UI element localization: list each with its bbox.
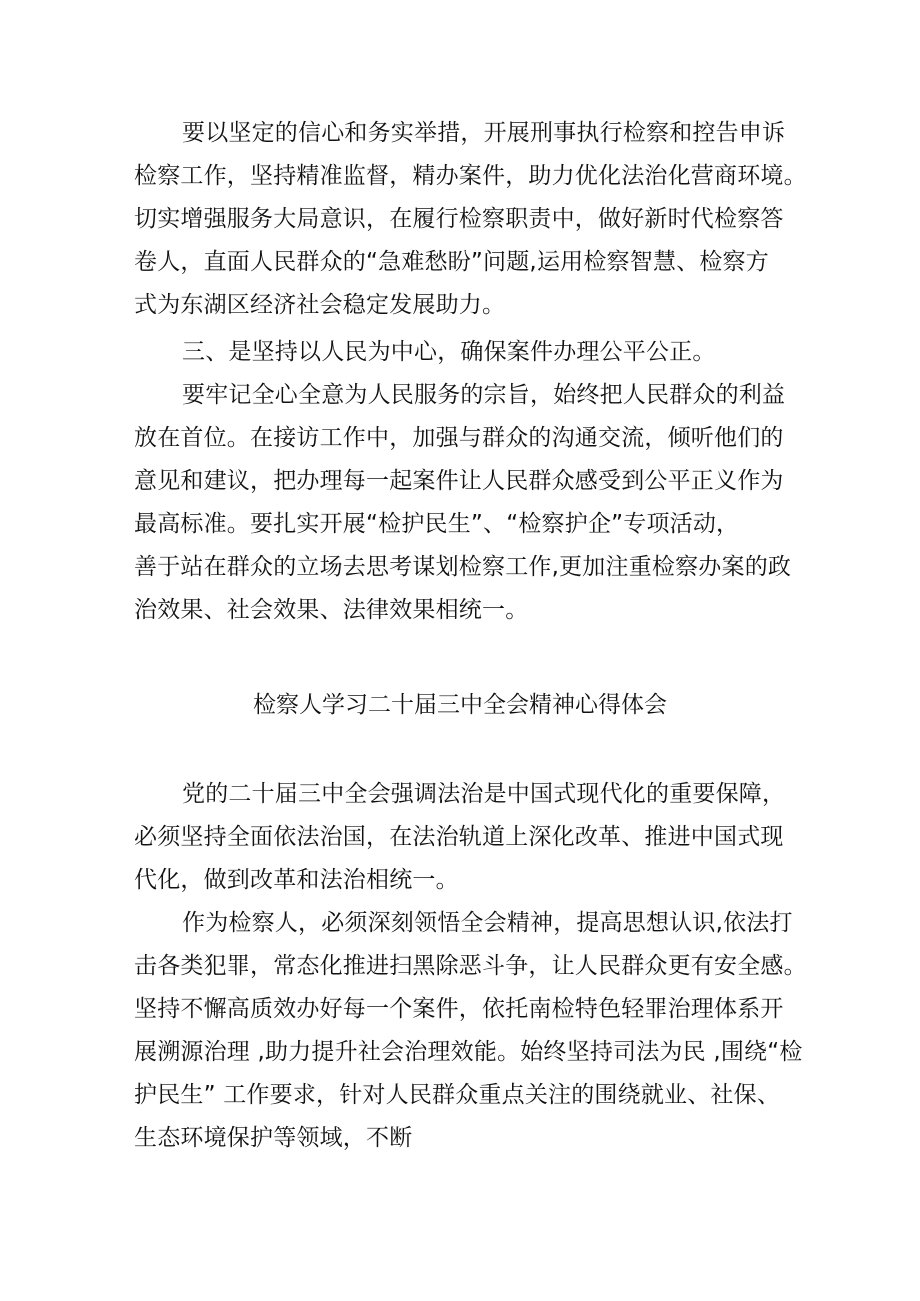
paragraph-line: 意见和建议，把办理每一起案件让人民群众感受到公平正义作为 xyxy=(134,468,784,494)
paragraph-line: 必须坚持全面依法治国，在法治轨道上深化改革、推进中国式现 xyxy=(134,824,784,850)
paragraph-line: 式为东湖区经济社会稳定发展助力。 xyxy=(134,292,506,318)
paragraph-line: 护民生” 工作要求，针对人民群众重点关注的围绕就业、社保、 xyxy=(134,1082,781,1108)
paragraph-line: 最高标准。要扎实开展“检护民生”、“检察护企”专项活动， xyxy=(134,511,740,537)
section-heading: 三、是坚持以人民为中心，确保案件办理公平公正。 xyxy=(182,339,716,365)
paragraph-line: 要牢记全心全意为人民服务的宗旨，始终把人民群众的利益 xyxy=(182,382,786,408)
section-heading-block xyxy=(134,331,794,374)
paragraph-2 xyxy=(134,374,794,632)
paragraph-line: 代化，做到改革和法治相统一。 xyxy=(134,867,459,893)
paragraph-line: 党的二十届三中全会强调法治是中国式现代化的重要保障， xyxy=(182,781,786,807)
document-title: 检察人学习二十届三中全会精神心得体会 xyxy=(253,692,667,718)
paragraph-3 xyxy=(134,773,794,902)
paragraph-line: 作为检察人，必须深刻领悟全会精神，提高思想认识,依法打 xyxy=(182,910,793,936)
paragraph-line: 检察工作，坚持精准监督，精办案件，助力优化法治化营商环境。 xyxy=(134,163,807,189)
paragraph-line: 放在首位。在接访工作中，加强与群众的沟通交流，倾听他们的 xyxy=(134,425,784,451)
paragraph-1 xyxy=(134,112,807,327)
paragraph-line: 要以坚定的信心和务实举措，开展刑事执行检察和控告申诉 xyxy=(182,120,786,146)
paragraph-4 xyxy=(134,902,807,1160)
paragraph-line: 生态环境保护等领域，不断 xyxy=(134,1125,413,1151)
paragraph-line: 切实增强服务大局意识，在履行检察职责中，做好新时代检察答 xyxy=(134,206,784,232)
paragraph-line: 展溯源治理 ,助力提升社会治理效能。始终坚持司法为民 ,围绕“检 xyxy=(134,1039,803,1065)
paragraph-line: 击各类犯罪，常态化推进扫黑除恶斗争，让人民群众更有安全感。 xyxy=(134,953,807,979)
paragraph-line: 治效果、社会效果、法律效果相统一。 xyxy=(134,597,529,623)
paragraph-line: 卷人，直面人民群众的“急难愁盼”问题,运用检察智慧、检察方 xyxy=(134,249,769,275)
paragraph-line: 善于站在群众的立场去思考谋划检察工作,更加注重检察办案的政 xyxy=(134,554,792,580)
paragraph-line: 坚持不懈高质效办好每一个案件，依托南检特色轻罪治理体系开 xyxy=(134,996,784,1022)
